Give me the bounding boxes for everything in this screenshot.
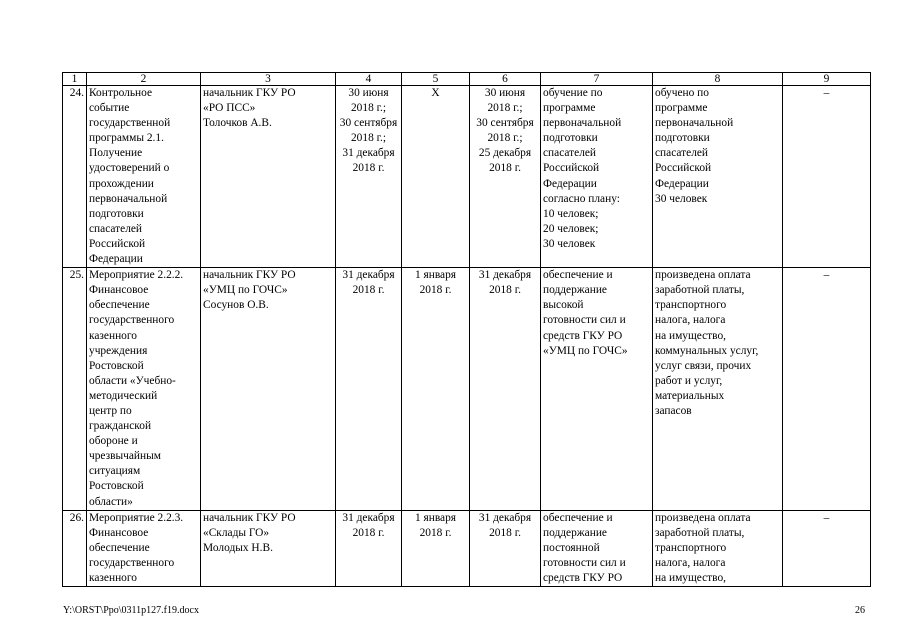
column-number: 9 bbox=[783, 73, 871, 86]
responsible-cell: начальник ГКУ РО «Склады ГО» Молодых Н.В. bbox=[201, 510, 336, 586]
table-row bbox=[63, 510, 871, 586]
column-number: 1 bbox=[63, 73, 87, 86]
report-table bbox=[62, 72, 871, 587]
column-number: 7 bbox=[541, 73, 653, 86]
file-path-footer: Y:\ORST\Ppo\0311p127.f19.docx bbox=[63, 605, 199, 616]
event-cell: Мероприятие 2.2.2. Финансовое обеспечение государственного казенного учреждения Ростовской области «Учебно- методический центр по гражданской обороне и чрезвычайным ситуациям Ростовской области» bbox=[87, 268, 201, 511]
planned-date-cell: 30 июня 2018 г.; 30 сентября 2018 г.; 31 декабря 2018 г. bbox=[336, 86, 402, 268]
table-row bbox=[63, 86, 871, 268]
problems-cell: – bbox=[783, 510, 871, 586]
end-date-cell: 31 декабря 2018 г. bbox=[470, 510, 541, 586]
actual-result-cell: произведена оплата заработной платы, транспортного налога, налога на имущество, коммунальных услуг, услуг связи, прочих работ и услуг, материальных запасов bbox=[653, 268, 783, 511]
page-number: 26 bbox=[855, 605, 865, 616]
expected-result-cell: обеспечение и поддержание постоянной готовности сил и средств ГКУ РО bbox=[541, 510, 653, 586]
column-number: 4 bbox=[336, 73, 402, 86]
problems-cell: – bbox=[783, 86, 871, 268]
event-cell: Мероприятие 2.2.3. Финансовое обеспечение государственного казенного bbox=[87, 510, 201, 586]
row-number-cell: 25. bbox=[63, 268, 87, 511]
row-number-cell: 24. bbox=[63, 86, 87, 268]
column-number: 6 bbox=[470, 73, 541, 86]
expected-result-cell: обучение по программе первоначальной подготовки спасателей Российской Федерации согласно плану: 10 человек; 20 человек; 30 человек bbox=[541, 86, 653, 268]
table-row bbox=[63, 268, 871, 511]
column-number: 5 bbox=[402, 73, 470, 86]
column-number: 8 bbox=[653, 73, 783, 86]
start-date-cell: 1 января 2018 г. bbox=[402, 510, 470, 586]
responsible-cell: начальник ГКУ РО «РО ПСС» Толочков А.В. bbox=[201, 86, 336, 268]
event-cell: Контрольное событие государственной программы 2.1. Получение удостоверений о прохождении первоначальной подготовки спасателей Российской Федерации bbox=[87, 86, 201, 268]
column-number: 2 bbox=[87, 73, 201, 86]
planned-date-cell: 31 декабря 2018 г. bbox=[336, 268, 402, 511]
planned-date-cell: 31 декабря 2018 г. bbox=[336, 510, 402, 586]
expected-result-cell: обеспечение и поддержание высокой готовности сил и средств ГКУ РО «УМЦ по ГОЧС» bbox=[541, 268, 653, 511]
end-date-cell: 30 июня 2018 г.; 30 сентября 2018 г.; 25 декабря 2018 г. bbox=[470, 86, 541, 268]
actual-result-cell: обучено по программе первоначальной подготовки спасателей Российской Федерации 30 человек bbox=[653, 86, 783, 268]
start-date-cell: 1 января 2018 г. bbox=[402, 268, 470, 511]
row-number-cell: 26. bbox=[63, 510, 87, 586]
responsible-cell: начальник ГКУ РО «УМЦ по ГОЧС» Сосунов О.В. bbox=[201, 268, 336, 511]
actual-result-cell: произведена оплата заработной платы, транспортного налога, налога на имущество, bbox=[653, 510, 783, 586]
start-date-cell: Х bbox=[402, 86, 470, 268]
problems-cell: – bbox=[783, 268, 871, 511]
column-number-row bbox=[63, 73, 871, 86]
column-number: 3 bbox=[201, 73, 336, 86]
end-date-cell: 31 декабря 2018 г. bbox=[470, 268, 541, 511]
